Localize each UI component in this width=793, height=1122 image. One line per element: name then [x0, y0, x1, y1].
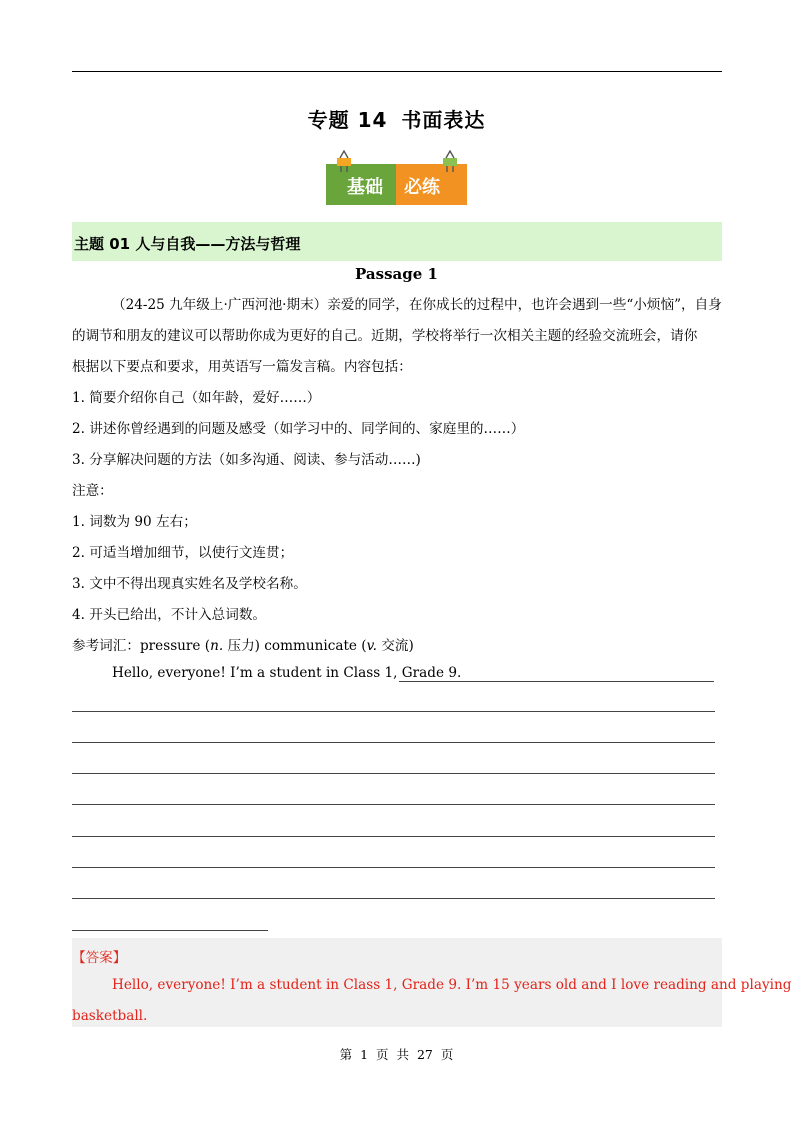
intro-line: 的调节和朋友的建议可以帮助你成为更好的自己。近期，学校将举行一次相关主题的经验交流班会，请你 — [72, 328, 698, 344]
top-rule — [72, 71, 722, 72]
writing-line[interactable] — [72, 930, 268, 931]
writing-line[interactable] — [72, 898, 715, 899]
vocab-word: pressure ( — [139, 638, 211, 654]
vocab-meaning: 交流) — [376, 638, 414, 654]
writing-line[interactable] — [72, 773, 715, 774]
badge-left-label: 基础 — [347, 177, 383, 198]
title-prefix: 专题 — [307, 108, 350, 132]
writing-line[interactable] — [72, 867, 715, 868]
note-item: 1. 词数为 90 左右； — [72, 514, 197, 530]
answer-text: Hello, everyone! I’m a student in Class 1, Grade 9. I’m 15 years old and I love reading and playing — [112, 977, 792, 993]
writing-line[interactable] — [72, 711, 715, 712]
answer-text: basketball. — [72, 1008, 148, 1024]
intro-line: 根据以下要点和要求，用英语写一篇发言稿。内容包括： — [72, 359, 412, 375]
paper-clip-icon — [442, 150, 458, 172]
vocab-pos: v. — [366, 638, 377, 654]
writing-line[interactable] — [72, 742, 715, 743]
notes-label: 注意： — [72, 483, 113, 499]
writing-line[interactable] — [72, 836, 715, 837]
section-badge — [326, 164, 467, 205]
content-point: 1. 简要介绍你自己（如年龄，爱好……） — [72, 390, 321, 406]
vocab-label: 参考词汇： — [72, 638, 140, 654]
writing-line[interactable] — [399, 681, 714, 682]
vocab-pos: n. — [210, 638, 224, 654]
badge-right-label: 必练 — [404, 177, 440, 198]
passage-title: Passage 1 — [355, 265, 438, 283]
essay-starter: Hello, everyone! I’m a student in Class 1, Grade 9. — [112, 665, 462, 681]
topic-banner — [72, 222, 722, 261]
page-title — [0, 104, 793, 133]
paper-clip-icon — [336, 150, 352, 172]
content-point: 2. 讲述你曾经遇到的问题及感受（如学习中的、同学间的、家庭里的……） — [72, 421, 525, 437]
title-number: 14 — [357, 108, 388, 132]
note-item: 2. 可适当增加细节，以使行文连贯； — [72, 545, 294, 561]
title-main: 书面表达 — [401, 108, 486, 132]
page-footer: 第 1 页 共 27 页 — [339, 1047, 454, 1062]
note-item: 4. 开头已给出，不计入总词数。 — [72, 607, 267, 623]
note-item: 3. 文中不得出现真实姓名及学校名称。 — [72, 576, 307, 592]
vocab-line — [72, 634, 414, 654]
topic-label: 主题 01 人与自我——方法与哲理 — [74, 235, 301, 253]
intro-line: （24-25 九年级上·广西河池·期末）亲爱的同学，在你成长的过程中，也许会遇到一些“小烦恼”，自身 — [112, 297, 722, 313]
writing-line[interactable] — [72, 804, 715, 805]
content-point: 3. 分享解决问题的方法（如多沟通、阅读、参与活动……) — [72, 452, 421, 468]
vocab-meaning: 压力) communicate ( — [223, 638, 367, 654]
answer-label: 【答案】 — [72, 950, 127, 966]
